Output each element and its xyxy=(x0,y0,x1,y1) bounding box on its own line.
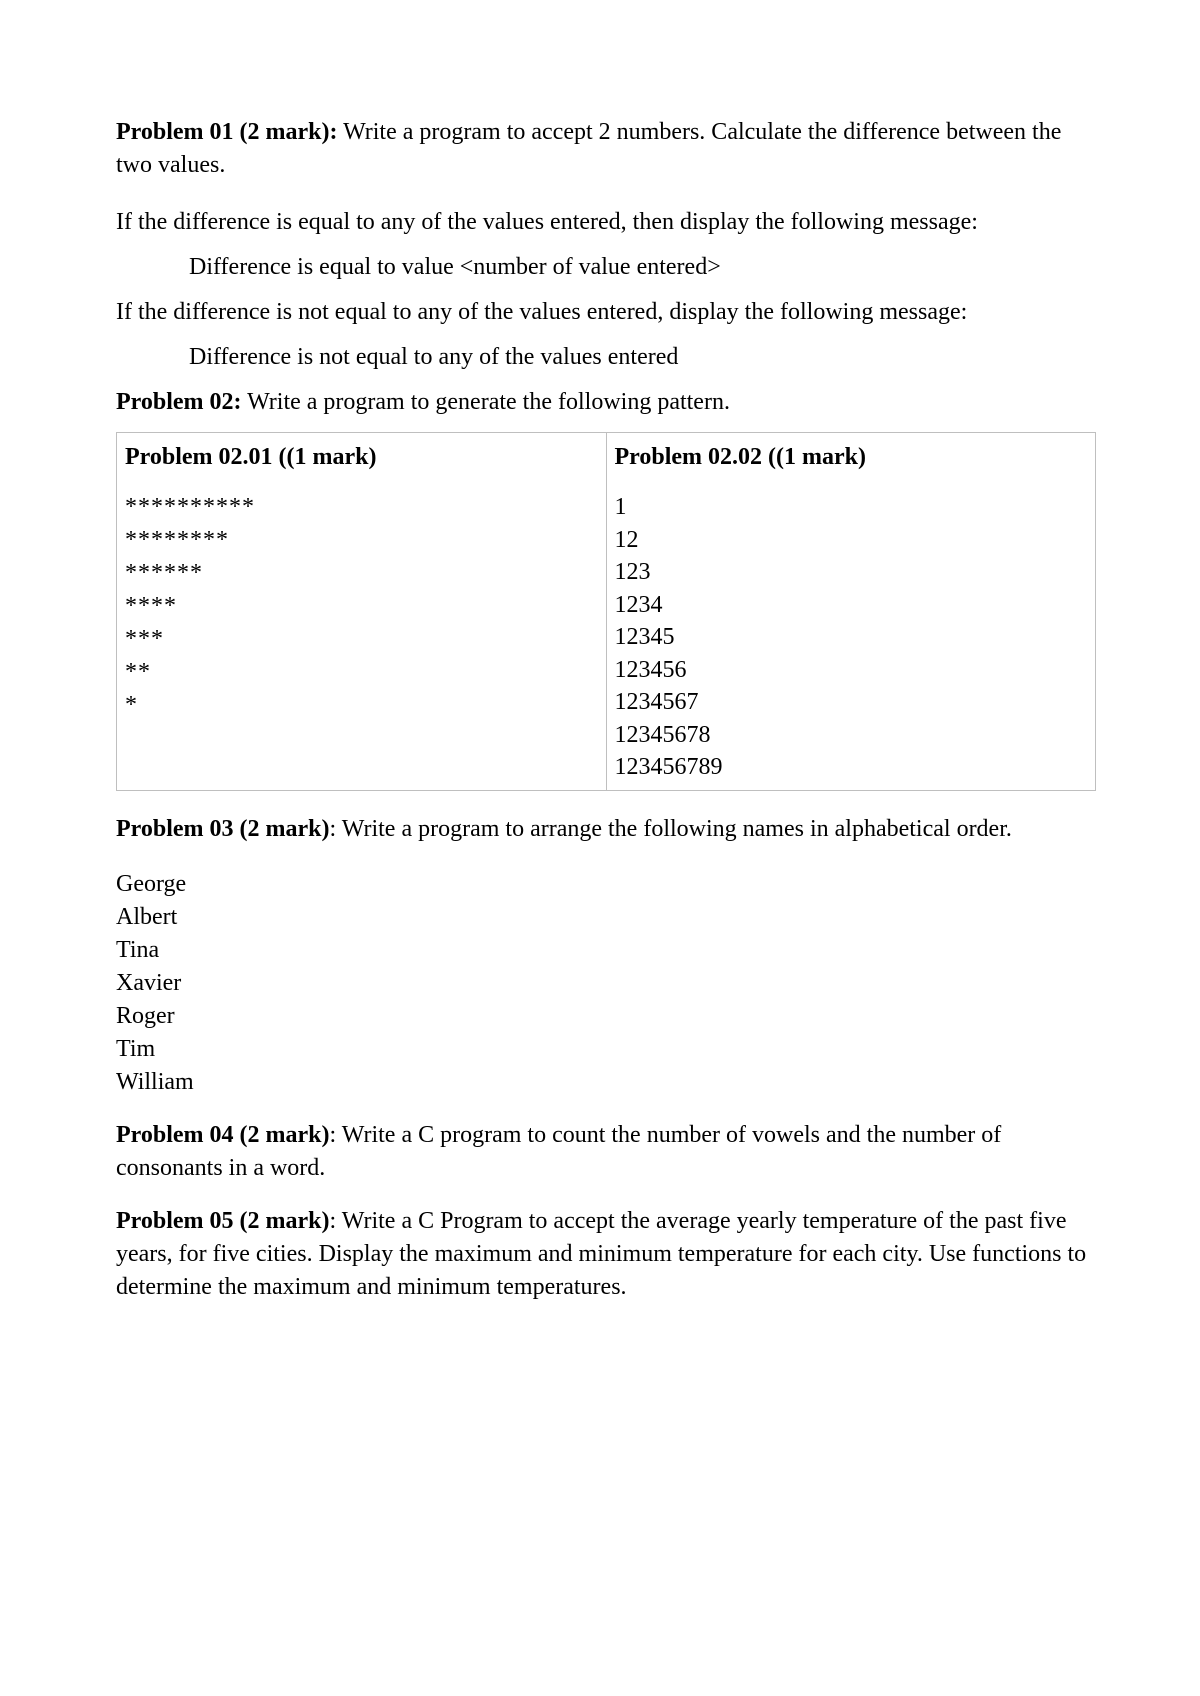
problem-04-statement xyxy=(116,1119,1096,1185)
list-item: William xyxy=(116,1068,194,1095)
problem-02-label: Problem 02: xyxy=(116,389,242,415)
problem-02-01-heading: Problem 02.01 ((1 mark) xyxy=(125,444,377,470)
star-line: ******** xyxy=(125,527,229,553)
problem-03-label: Problem 03 xyxy=(116,815,234,842)
number-line: 12 xyxy=(614,526,639,553)
problem-04-label: Problem 04 xyxy=(116,1121,234,1148)
number-line: 1 xyxy=(614,494,627,520)
number-line: 123456789 xyxy=(614,754,723,780)
problem-02-statement xyxy=(116,386,1096,419)
pattern-table xyxy=(116,432,1096,791)
star-line: *** xyxy=(125,626,164,652)
star-line: ********** xyxy=(125,494,255,520)
problem-05-mark: (2 mark) xyxy=(233,1207,330,1234)
problem-01-condition-equal: If the difference is equal to any of the values entered, then display the following message: xyxy=(116,209,978,235)
problem-02-text: Write a program to generate the following pattern. xyxy=(241,389,730,415)
list-item: Tim xyxy=(116,1035,156,1062)
names-list xyxy=(116,868,1096,1099)
number-line: 1234 xyxy=(614,591,663,618)
problem-03-mark: (2 mark) xyxy=(233,815,330,842)
list-item: Roger xyxy=(116,1002,175,1029)
problem-01-statement xyxy=(116,116,1096,182)
number-line: 123456 xyxy=(614,656,687,683)
problem-05-text: : Write a C Program to accept the average yearly temperature of the past five years, for five cities. Display the maximum and minimum temperature for each city. Use functions to determine the maximum and minimum temperatures. xyxy=(116,1207,1087,1300)
list-item: George xyxy=(116,870,187,897)
star-pattern xyxy=(125,491,598,722)
number-line: 123 xyxy=(614,559,651,585)
problem-04-text: : Write a C program to count the number of vowels and the number of consonants in a word. xyxy=(116,1121,1002,1181)
number-pattern xyxy=(615,491,1088,784)
problem-01-condition-not-equal: If the difference is not equal to any of the values entered, display the following message: xyxy=(116,299,968,325)
problem-04-mark: (2 mark) xyxy=(233,1121,330,1148)
number-line: 12345678 xyxy=(614,721,711,748)
problem-03-text: : Write a program to arrange the following names in alphabetical order. xyxy=(329,815,1012,842)
star-line: ****** xyxy=(125,560,203,586)
document-page xyxy=(116,116,1096,1304)
problem-02-02-heading: Problem 02.02 ((1 mark) xyxy=(614,444,867,470)
problem-05-label: Problem 05 xyxy=(116,1207,234,1234)
number-line: 1234567 xyxy=(614,689,699,715)
list-item: Albert xyxy=(116,903,178,930)
list-item: Xavier xyxy=(116,969,182,996)
star-line: ** xyxy=(125,659,151,685)
star-line: **** xyxy=(125,593,177,619)
problem-01-message-equal: Difference is equal to value <number of value entered> xyxy=(189,254,721,280)
problem-05-statement xyxy=(116,1205,1096,1304)
pattern-cell-stars xyxy=(117,433,607,791)
list-item: Tina xyxy=(116,936,160,963)
problem-03-statement xyxy=(116,813,1096,846)
problem-01-label: Problem 01 (2 mark): xyxy=(116,119,338,145)
number-line: 12345 xyxy=(614,624,675,650)
problem-01-message-not-equal: Difference is not equal to any of the values entered xyxy=(189,344,679,370)
pattern-cell-numbers xyxy=(606,433,1096,791)
problem-01-text: Write a program to accept 2 numbers. Calculate the difference between the two values. xyxy=(116,119,1062,178)
star-line: * xyxy=(125,692,138,718)
